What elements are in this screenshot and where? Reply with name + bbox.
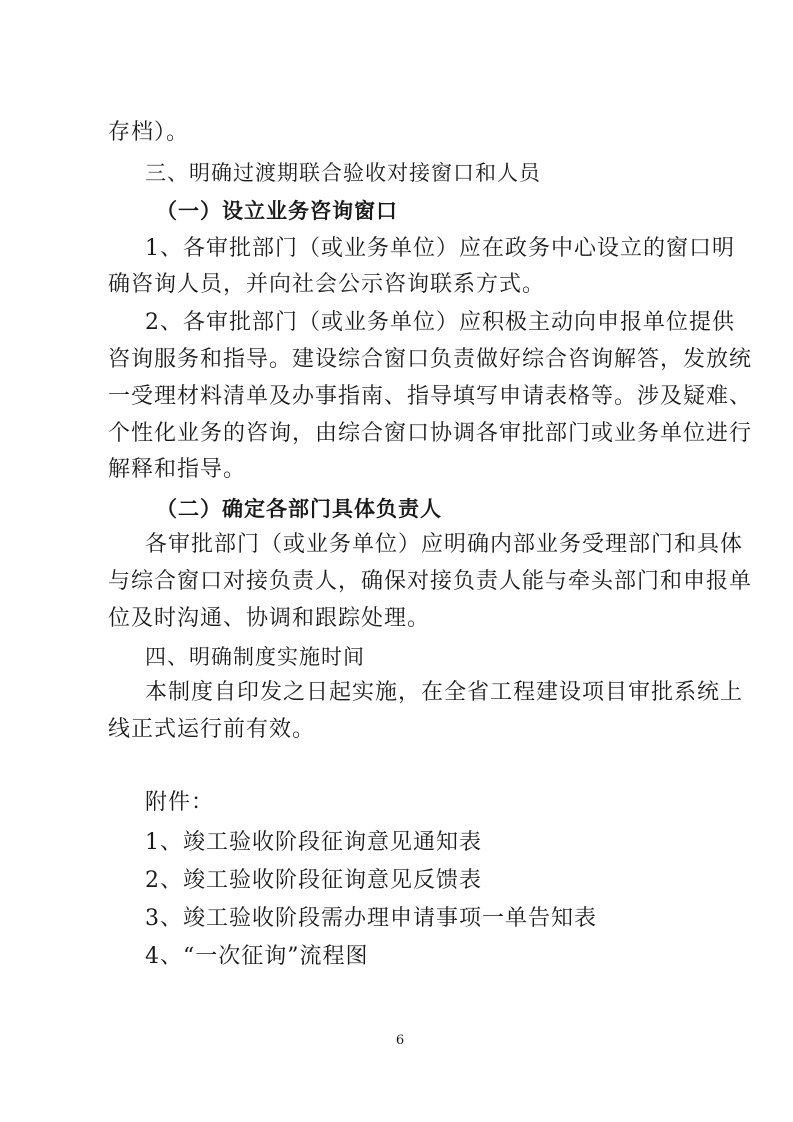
paragraph-line: 1、各审批部门（或业务单位）应在政务中心设立的窗口明 — [145, 236, 735, 261]
paragraph-line: 本制度自印发之日起实施，在全省工程建设项目审批系统上 — [145, 680, 744, 705]
paragraph-line: 存档）。 — [108, 120, 190, 145]
paragraph-line: 与综合窗口对接负责人，确保对接负责人能与牵头部门和申报单 — [108, 569, 753, 594]
paragraph-line: 解释和指导。 — [108, 457, 247, 482]
page-number: 6 — [395, 1033, 405, 1048]
paragraph-line: 线正式运行前有效。 — [108, 717, 316, 742]
attachments-title: 附件： — [145, 790, 215, 815]
paragraph-line: 各审批部门（或业务单位）应明确内部业务受理部门和具体 — [145, 532, 744, 557]
paragraph-line: 确咨询人员，并向社会公示咨询联系方式。 — [108, 272, 546, 297]
section-heading-4: 四、明确制度实施时间 — [145, 645, 365, 669]
subsection-heading-1: （一）设立业务咨询窗口 — [156, 199, 398, 223]
paragraph-line: 2、各审批部门（或业务单位）应积极主动向申报单位提供 — [145, 310, 735, 335]
subsection-heading-2: （二）确定各部门具体负责人 — [156, 497, 442, 521]
attachment-item: 4、“一次征询”流程图 — [145, 944, 369, 969]
attachment-item: 2、竣工验收阶段征询意见反馈表 — [145, 868, 482, 893]
paragraph-line: 一受理材料清单及办事指南、指导填写申请表格等。涉及疑难、 — [108, 384, 753, 409]
paragraph-line: 位及时沟通、协调和跟踪处理。 — [108, 606, 431, 631]
attachment-item: 3、竣工验收阶段需办理申请事项一单告知表 — [145, 906, 597, 931]
paragraph-line: 咨询服务和指导。建设综合窗口负责做好综合咨询解答，发放统 — [108, 347, 753, 372]
paragraph-line: 个性化业务的咨询，由综合窗口协调各审批部门或业务单位进行 — [108, 421, 753, 446]
section-heading-3: 三、明确过渡期联合验收对接窗口和人员 — [145, 161, 541, 185]
attachment-item: 1、竣工验收阶段征询意见通知表 — [145, 830, 482, 855]
